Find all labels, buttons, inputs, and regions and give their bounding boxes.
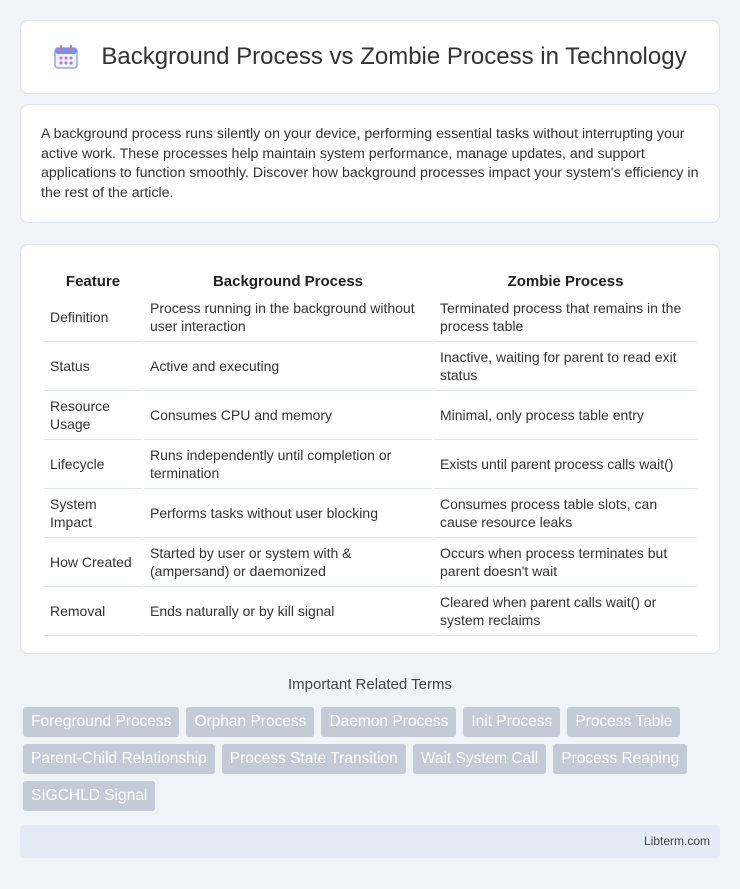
row-zombie: Occurs when process terminates but parent doesn't wait	[434, 538, 697, 587]
header-feature: Feature	[65, 272, 121, 290]
table-row	[44, 391, 697, 440]
row-zombie: Terminated process that remains in the process table	[434, 293, 697, 342]
related-term-tag[interactable]: Wait System Call	[413, 744, 546, 774]
comparison-table-card	[20, 244, 720, 654]
row-background: Ends naturally or by kill signal	[144, 587, 432, 636]
row-zombie: Exists until parent process calls wait()	[434, 440, 697, 489]
intro-card	[20, 104, 720, 223]
row-background: Process running in the background without user interaction	[144, 293, 432, 342]
table-row	[44, 342, 697, 391]
related-term-tag[interactable]: Parent-Child Relationship	[23, 744, 215, 774]
row-zombie: Consumes process table slots, can cause resource leaks	[434, 489, 697, 538]
row-background: Started by user or system with & (ampersand) or daemonized	[144, 538, 432, 587]
table-row	[44, 440, 697, 489]
row-zombie: Cleared when parent calls wait() or system reclaims	[434, 587, 697, 636]
row-feature: Resource Usage	[44, 391, 142, 440]
row-background: Consumes CPU and memory	[144, 391, 432, 440]
related-term-tag[interactable]: Init Process	[463, 707, 560, 737]
related-terms-title: Important Related Terms	[288, 676, 452, 693]
footer-site-link[interactable]: Libterm.com	[643, 834, 710, 848]
row-feature: System Impact	[44, 489, 142, 538]
comparison-table	[42, 265, 699, 636]
related-term-tag[interactable]: Daemon Process	[321, 707, 456, 737]
footer	[20, 825, 720, 858]
row-background: Runs independently until completion or termination	[144, 440, 432, 489]
header-zombie-process: Zombie Process	[507, 272, 624, 290]
row-feature: Status	[44, 342, 142, 391]
related-terms-list	[23, 707, 723, 811]
row-background: Active and executing	[144, 342, 432, 391]
related-term-tag[interactable]: SIGCHLD Signal	[23, 781, 155, 811]
row-zombie: Inactive, waiting for parent to read exit status	[434, 342, 697, 391]
header-background-process: Background Process	[212, 272, 364, 290]
header-card	[20, 20, 720, 94]
row-background: Performs tasks without user blocking	[144, 489, 432, 538]
row-feature: Removal	[44, 587, 142, 636]
table-header-row	[44, 265, 697, 293]
row-feature: Definition	[44, 293, 142, 342]
page-title: Background Process vs Zombie Process in Technology	[101, 43, 687, 70]
intro-text: A background process runs silently on your device, performing essential tasks without interrupting your active work. These processes help maintain system performance, manage updates, and support applications to function smoothly. Discover how background processes impact your system's efficiency in the rest of the article.	[41, 126, 699, 201]
related-term-tag[interactable]: Process Table	[567, 707, 680, 737]
table-row	[44, 538, 697, 587]
table-row	[44, 293, 697, 342]
table-row	[44, 489, 697, 538]
related-term-tag[interactable]: Process State Transition	[222, 744, 406, 774]
related-term-tag[interactable]: Foreground Process	[23, 707, 179, 737]
table-row	[44, 587, 697, 636]
row-zombie: Minimal, only process table entry	[434, 391, 697, 440]
calendar-icon	[53, 44, 79, 70]
row-feature: How Created	[44, 538, 142, 587]
related-term-tag[interactable]: Process Reaping	[553, 744, 687, 774]
related-term-tag[interactable]: Orphan Process	[186, 707, 314, 737]
row-feature: Lifecycle	[44, 440, 142, 489]
